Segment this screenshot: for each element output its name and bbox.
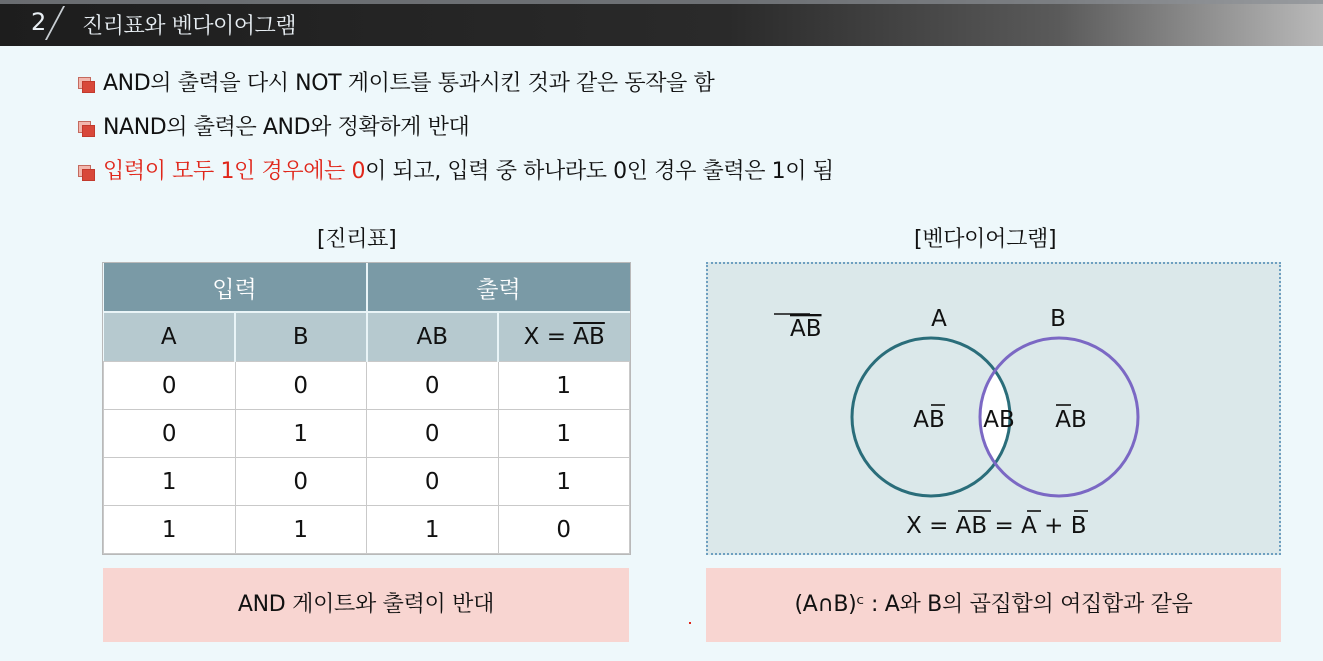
table-cell: 0 (367, 458, 499, 506)
table-cell: 1 (104, 506, 236, 554)
table-row (104, 506, 630, 554)
stray-dot (689, 622, 691, 624)
venn-formula: X = AB = A + B (906, 513, 1087, 539)
column-header-ab: AB (367, 312, 499, 362)
table-cell: 1 (367, 506, 499, 554)
column-header-a: A (104, 312, 236, 362)
bullet-text: AND의 출력을 다시 NOT 게이트를 통과시킨 것과 같은 동작을 함 (103, 71, 715, 96)
venn-diagram (708, 264, 1279, 553)
venn-diagram-box (706, 262, 1281, 555)
table-cell: 0 (235, 362, 367, 410)
table-cell: 0 (498, 506, 630, 554)
region-a-only-label: AB (913, 407, 945, 433)
highlight-text: 입력이 모두 1인 경우에는 0 (103, 159, 366, 184)
table-column-header-row (104, 312, 630, 362)
bullet-text (103, 155, 834, 189)
region-b-only-label: AB (1055, 407, 1087, 433)
bullet-text: NAND의 출력은 AND와 정확하게 반대 (103, 115, 470, 140)
bullet-square-icon (78, 121, 95, 136)
output-group-header: 출력 (367, 263, 630, 312)
truth-table-note: AND 게이트와 출력이 반대 (103, 568, 629, 642)
region-both-label: AB (983, 407, 1015, 433)
input-group-header: 입력 (104, 263, 367, 312)
header-top-line (0, 0, 1323, 4)
table-row (104, 410, 630, 458)
header-bar (0, 0, 1323, 46)
table-cell: 1 (235, 410, 367, 458)
section-number: 2 (31, 8, 47, 36)
venn-note: (A∩B)ᶜ : A와 B의 곱집합의 여집합과 같음 (706, 568, 1281, 642)
table-cell: 1 (498, 362, 630, 410)
set-b-label: B (1050, 306, 1066, 332)
truth-table (103, 263, 630, 554)
table-cell: 1 (498, 410, 630, 458)
table-row (104, 458, 630, 506)
set-a-label: A (931, 306, 947, 332)
truth-table-caption: [진리표] (317, 227, 397, 252)
table-cell: 1 (104, 458, 236, 506)
bullet-text-rest: 이 되고, 입력 중 하나라도 0인 경우 출력은 1이 됨 (365, 159, 834, 184)
table-cell: 0 (367, 410, 499, 458)
bullet-square-icon (78, 165, 95, 180)
section-title: 진리표와 벤다이어그램 (82, 14, 297, 39)
table-cell: 0 (104, 410, 236, 458)
table-cell: 0 (235, 458, 367, 506)
section-divider (45, 6, 65, 40)
table-group-header-row (104, 263, 630, 312)
table-row (104, 362, 630, 410)
bullet-square-icon (78, 77, 95, 92)
table-cell: 1 (235, 506, 367, 554)
column-header-x-prefix: X = (523, 324, 574, 350)
column-header-x (498, 312, 630, 362)
table-cell: 1 (498, 458, 630, 506)
venn-caption: [벤다이어그램] (914, 227, 1057, 252)
column-header-x-overline: $\overline{AB}$ (573, 324, 605, 350)
column-header-b: B (235, 312, 367, 362)
table-cell: 0 (104, 362, 236, 410)
complement-label: AB (790, 316, 822, 342)
table-cell: 0 (367, 362, 499, 410)
